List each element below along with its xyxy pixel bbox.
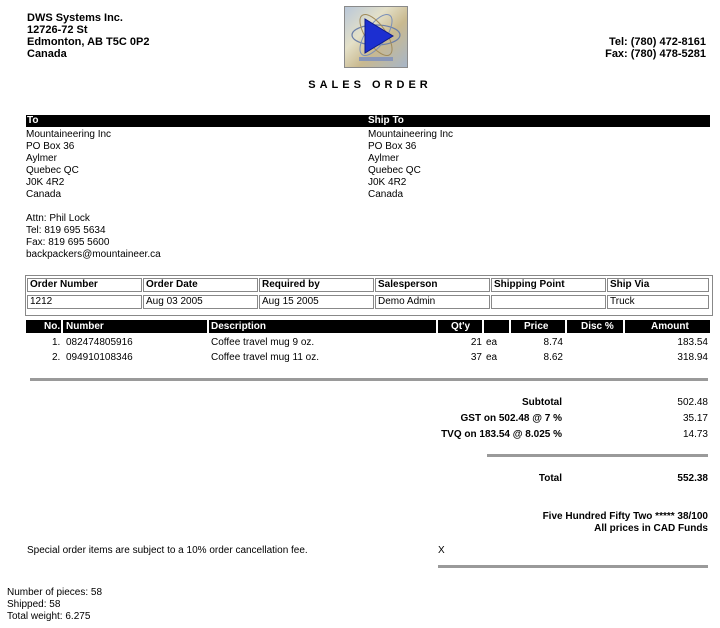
totals-divider [487, 454, 708, 457]
shipped-count: Shipped: 58 [7, 599, 61, 610]
attention-name: Attn: Phil Lock [26, 213, 90, 224]
company-info [27, 12, 149, 60]
item-unit: ea [486, 352, 498, 363]
order-number-header: Order Number [27, 278, 142, 292]
ship-to-address [368, 129, 453, 201]
attention-block [26, 213, 161, 261]
item-amount: 183.54 [677, 337, 708, 348]
table-row [0, 352, 720, 364]
company-address-line2: Edmonton, AB T5C 0P2 [27, 36, 150, 48]
required-by-value: Aug 15 2005 [259, 295, 374, 309]
shipping-point-header: Shipping Point [491, 278, 606, 292]
ship-to-heading: Ship To [367, 115, 710, 127]
address-line: Mountaineering Inc [26, 129, 112, 140]
col-qty-header: Qt'y [451, 321, 471, 332]
item-price: 8.74 [543, 337, 563, 348]
tvq-value: 14.73 [682, 429, 708, 440]
address-line: Quebec QC [26, 165, 79, 176]
item-price: 8.62 [543, 352, 563, 363]
col-disc-header: Disc % [581, 321, 614, 332]
tvq-label: TVQ on 183.54 @ 8.025 % [441, 429, 562, 440]
col-no-header: No. [44, 321, 61, 332]
gst-label: GST on 502.48 @ 7 % [460, 413, 562, 424]
col-amount-header: Amount [651, 321, 689, 332]
subtotal-value: 502.48 [677, 397, 708, 408]
company-tel: Tel: (780) 472-8161 [608, 36, 706, 48]
item-number: 094910108346 [66, 352, 133, 363]
header-divider [482, 320, 484, 333]
total-value: 552.38 [677, 473, 708, 484]
address-line: J0K 4R2 [26, 177, 65, 188]
company-address-line1: 12726-72 St [27, 24, 88, 36]
gst-value: 35.17 [682, 413, 708, 424]
amount-in-words: Five Hundred Fifty Two ***** 38/100 [542, 511, 708, 522]
to-address [26, 129, 111, 201]
col-number-header: Number [66, 321, 104, 332]
item-qty: 21 [470, 337, 482, 348]
items-table-header [26, 320, 710, 333]
required-by-header: Required by [259, 278, 374, 292]
item-unit: ea [486, 337, 498, 348]
item-description: Coffee travel mug 9 oz. [211, 337, 315, 348]
currency-note: All prices in CAD Funds [594, 523, 708, 534]
item-number: 082474805916 [66, 337, 133, 348]
pieces-count: Number of pieces: 58 [7, 587, 103, 598]
ship-via-header: Ship Via [607, 278, 709, 292]
item-no: 1. [52, 337, 61, 348]
subtotal-label: Subtotal [522, 397, 562, 408]
order-date-value: Aug 03 2005 [143, 295, 258, 309]
attention-fax: Fax: 819 695 5600 [26, 237, 110, 248]
document-title: SALES ORDER [308, 79, 432, 91]
header-divider [61, 320, 63, 333]
item-qty: 37 [470, 352, 482, 363]
total-label: Total [538, 473, 562, 484]
attention-tel: Tel: 819 695 5634 [26, 225, 106, 236]
address-line: Aylmer [368, 153, 399, 164]
ship-via-value: Truck [607, 295, 709, 309]
signature-line [438, 565, 708, 568]
address-line: Mountaineering Inc [368, 129, 454, 140]
shipment-stats [7, 587, 102, 623]
header-divider [207, 320, 209, 333]
header-divider [623, 320, 625, 333]
company-country: Canada [27, 48, 67, 60]
order-date-header: Order Date [143, 278, 258, 292]
address-line: Canada [368, 189, 404, 200]
col-description-header: Description [211, 321, 267, 332]
total-weight: Total weight: 6.275 [7, 611, 91, 622]
order-info-table [25, 275, 713, 316]
header-divider [565, 320, 567, 333]
item-amount: 318.94 [677, 352, 708, 363]
signature-mark: X [438, 545, 445, 556]
company-name: DWS Systems Inc. [27, 12, 123, 24]
amount-in-words-block [543, 511, 708, 535]
salesperson-header: Salesperson [375, 278, 490, 292]
items-divider [30, 378, 708, 381]
shipping-point-value [491, 295, 606, 309]
item-description: Coffee travel mug 11 oz. [211, 352, 320, 363]
address-line: Aylmer [26, 153, 57, 164]
cancellation-note: Special order items are subject to a 10% order cancellation fee. [27, 545, 308, 556]
salesperson-value: Demo Admin [375, 295, 490, 309]
item-no: 2. [52, 352, 61, 363]
to-heading: To [26, 115, 367, 127]
address-line: J0K 4R2 [368, 177, 407, 188]
company-contact [605, 36, 706, 60]
address-line: Canada [26, 189, 62, 200]
address-line: Quebec QC [368, 165, 421, 176]
attention-email: backpackers@mountaineer.ca [26, 249, 161, 260]
company-logo [344, 6, 408, 68]
address-line: PO Box 36 [26, 141, 75, 152]
header-divider [509, 320, 511, 333]
company-fax: Fax: (780) 478-5281 [605, 48, 706, 60]
header-divider [436, 320, 438, 333]
address-line: PO Box 36 [368, 141, 417, 152]
order-number-value: 1212 [27, 295, 142, 309]
table-row [0, 337, 720, 349]
col-price-header: Price [524, 321, 549, 332]
